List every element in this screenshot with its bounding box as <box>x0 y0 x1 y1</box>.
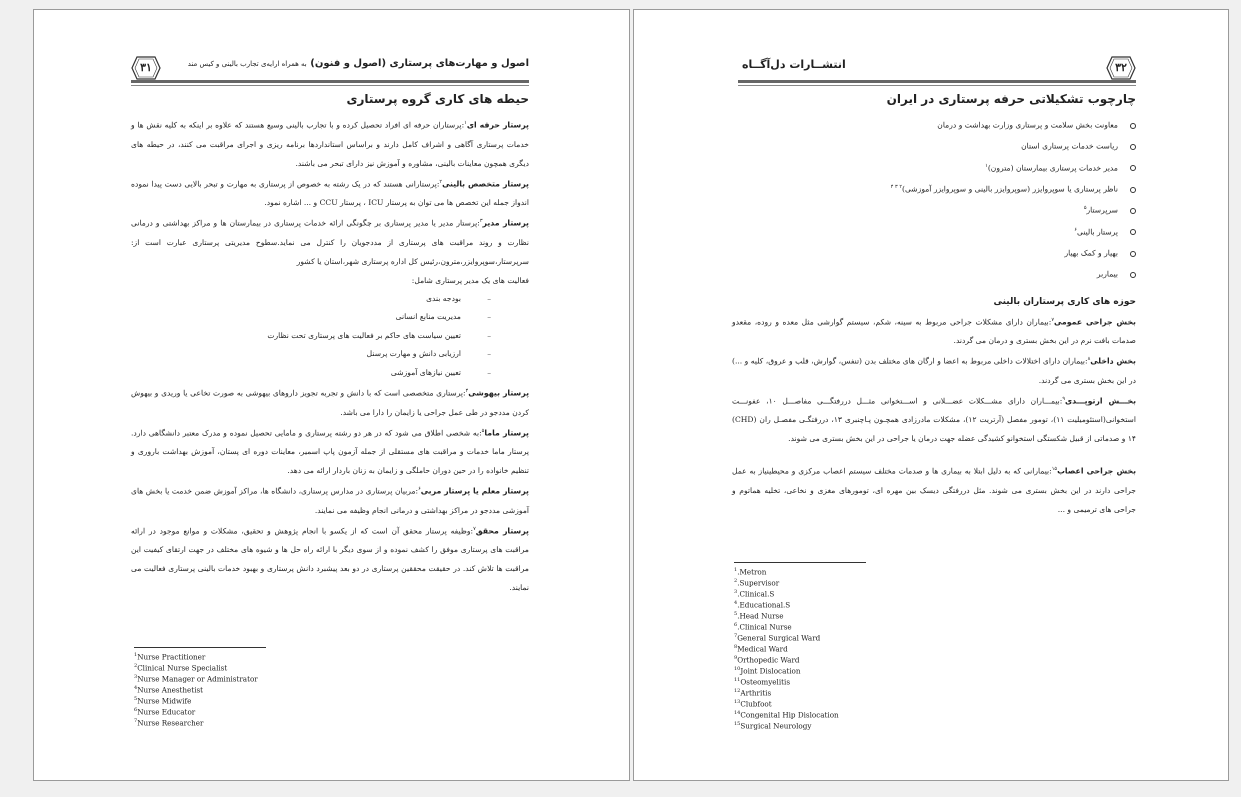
paragraph: پرستار بیهوشی$^۴$:پرستاری متخصصی است که با دانش و تجربه تجویز داروهای بیهوشی به صورت تخاعی یا وریدی و بیهوش کردن مددجو در طی عمل جراحی یا زایمان را دارا می باشد. <box>131 388 529 417</box>
paragraph: بخش جراحی اعصاب$^{۱۵}$:بیمارانی که به دلیل ابتلا به بیماری ها و صدمات مختلف سیستم اعصاب مرکزی و محیطینیاز به عمل جراحی دارند در این بخش بستری می شوند. مثل دررفتگی دیسک بین مهره ای، تومورهای مغزی و نخاعی، تخلیه هماتوم و جراحی های ترمیمی و ... <box>732 466 1137 514</box>
footnote: $^1$.Metron <box>734 567 767 577</box>
list-item: ریاست خدمات پرستاری استان <box>732 135 1136 156</box>
list-item: مدیر خدمات پرستاری بیمارستان (مترون)$^۱$ <box>732 157 1136 178</box>
term: بخش جراحی اعصاب <box>1057 466 1137 476</box>
list-item: – تعیین سیاست های حاکم بر فعالیت های پرستاری تحت نظارت <box>131 327 491 346</box>
paragraph: پرستار محقق$^۷$:وظیفه پرستار محقق آن است که از یکسو با انجام پژوهش و تحقیق، مشکلات و موانع موجود در ارائه مراقبت های پرستاری موفق را کشف نموده و از سوی دیگر با ارائه راه حل ها و شیوه های مختلف در جهت ارتقای کیفیت این مراقبت ها تلاش کند. در حقیقت محققین پرستاری در دو بعد پیشبرد دانش پرستاری و بهبود خدمات بالینی پرستاری فعالیت می نمایند. <box>131 525 529 593</box>
page-number: ۳۱ <box>140 61 152 74</box>
paragraph: پرستار ماما$^۵$:به شخصی اطلاق می شود که در هر دو رشته پرستاری و مامایی تحصیل نموده و مدرک معتبر دانشگاهی دارد. پرستار ماما خدمات و مراقبت های مستقلی از جمله آزمون پاپ اسمیر، معاینات دوره ای پستان، آموزش بهداشت باروری و تنظیم خانواده را در حین دوران حاملگی و زایمان به زنان باردار ارائه می دهد. <box>131 427 529 476</box>
paragraph: بخش داخلی$^۸$:بیماران دارای اختلالات داخلی مربوط به اعضا و ارگان های مختلف بدن (تنفس، گوارش، قلب و عروق، کلیه و ...) در این بخش بستری می گردند. <box>732 356 1136 385</box>
page-number-badge <box>131 56 161 80</box>
footnote: $^6$.Clinical Nurse <box>734 621 792 632</box>
footnote-ref[interactable]: ۵ <box>481 427 485 434</box>
header-rule-thin <box>738 85 1136 86</box>
list-item: – ارزیابی دانش و مهارت پرسنل <box>131 345 491 364</box>
term: پرستار حرفه ای <box>466 120 529 130</box>
footnote: $^6$Nurse Educator <box>134 706 196 717</box>
activities-intro: فعالیت های یک مدیر پرستاری شامل: <box>411 275 529 285</box>
footnote-ref[interactable]: ۷ <box>473 525 476 532</box>
term: پرستار معلم یا پرستار مربی <box>420 486 529 496</box>
publisher-name: انتشــارات دل‌آگــاه <box>742 58 846 71</box>
footnote: $^8$Medical Ward <box>734 643 788 654</box>
running-header <box>188 58 529 69</box>
list-item: ناظر پرستاری یا سوپروایزر (سوپروایزر بالینی و سوپروایزر آموزشی)$^{۲ ۳ ۴}$ <box>732 178 1136 199</box>
footnote-ref[interactable]: ۳ <box>479 218 483 225</box>
footnote: $^3$.Clinical.S <box>734 588 775 599</box>
list-item: بهیار و کمک بهیار <box>732 242 1136 263</box>
footnote: $^2$Clinical Nurse Specialist <box>134 662 228 673</box>
paragraph: پرستار مدیر$^۳$:پرستار مدیر یا مدیر پرستاری بر چگونگی ارائه خدمات پرستاری در بیمارستان ها و مراکز بهداشتی و درمانی نظارت و روند مراقبت های پرستاری از مددجویان را کنترل می نماید.سطوح مدیریتی پرستاری عبارت است از: سرپرستار،سوپروایزر،مترون،رئیس کل اداره پرستاری شهر،استان یا کشور <box>131 218 529 266</box>
footnote: $^5$Nurse Midwife <box>134 695 192 706</box>
page-body <box>131 92 529 597</box>
footnote: $^{11}$Osteomyelitis <box>734 676 791 687</box>
page-number-badge <box>1106 56 1136 80</box>
footnote-ref[interactable]: ۱ <box>464 120 467 126</box>
footnote-ref[interactable]: ۷ <box>1051 316 1055 323</box>
page-number: ۳۲ <box>1115 61 1127 74</box>
list-item: معاونت بخش سلامت و پرستاری وزارت بهداشت و درمان <box>732 114 1136 135</box>
footnote-ref[interactable]: ۱۵ <box>1051 466 1058 473</box>
term: بخـــش ارتوپـــدی <box>1065 396 1137 406</box>
paragraph: پرستار حرفه ای$^۱$:پرستاران حرفه ای افراد تحصیل کرده و با تجارب بالینی وسیع هستند که علاوه بر اینکه به کلیه نقش ها و خدمات پرستاری آگاهی و اشراف کامل دارند و براساس استانداردها برنامه ریزی و اجرای مراقبت می کنند، در حیطه های دیگری همچون معاینات بالینی، مشاوره و آموزش نیز دارای تبحر می باشند. <box>131 120 529 168</box>
footnote: $^5$.Head Nurse <box>734 610 784 621</box>
list-item: پرستار بالینی$^۶$ <box>732 221 1136 242</box>
footnote-ref[interactable]: ۲ <box>439 178 443 185</box>
footnote: $^1$Nurse Practitioner <box>134 652 206 662</box>
footnote: $^2$.Supervisor <box>734 577 780 588</box>
footnote: $^{12}$Arthritis <box>734 687 772 698</box>
footnote: $^3$Nurse Manager or Administrator <box>134 673 258 684</box>
list-item: بیماربر <box>732 263 1136 284</box>
page-header <box>131 56 529 86</box>
footnote-ref[interactable]: ۸ <box>1087 356 1091 363</box>
term: پرستار ماما <box>484 428 529 438</box>
footnote: $^{10}$Joint Dislocation <box>734 665 801 676</box>
term: پرستار مدیر <box>482 218 529 228</box>
footnotes <box>134 647 266 728</box>
footnote: $^7$Nurse Researcher <box>134 717 204 728</box>
section-title: چارچوب تشکیلاتی حرفه پرستاری در ایران <box>886 92 1136 106</box>
list-item: – مدیریت منابع انسانی <box>131 308 491 327</box>
book-page-left <box>33 9 630 781</box>
footnote-ref[interactable]: ۶ <box>418 486 421 493</box>
section-title: حیطه های کاری گروه پرستاری <box>346 92 529 106</box>
footnote: $^7$General Surgical Ward <box>734 632 821 643</box>
term: بخش جراحی عمومی <box>1054 317 1136 327</box>
term: پرستار بیهوشی <box>468 388 529 398</box>
footnotes <box>734 562 866 731</box>
page-body <box>732 92 1136 519</box>
paragraph: بخـــش ارتوپـــدی$^۹$:بیمـــاران دارای مشـــکلات عضـــلانی و اســـتخوانی مثـــل دررفتگـــی مفاصـــل ۱۰، عفونـــت استخوانی(استئومیلیت ۱۱)، تومور مفصل (آرتریت ۱۲)، مشکلات مادرزادی همچـون پـاچنبری ۱۳، دررفتگـی مفصـل ران (CHD) ۱۴ و صدماتی از قبیل شکستگی استخوانو کشیدگی عضله جهت درمان یا جراحی در این بخش بستری می شوند. <box>732 395 1137 444</box>
footnote: $^{13}$Clubfoot <box>734 698 772 709</box>
footnote: $^{15}$Surgical Neurology <box>734 720 812 731</box>
header-title: اصول و مهارت‌های پرستاری (اصول و فنون) <box>310 58 529 69</box>
term: پرستار محقق <box>475 526 529 536</box>
term: بخش داخلی <box>1090 356 1136 366</box>
term: پرستار متخصص بالینی <box>442 179 529 189</box>
footnote: $^9$Orthopedic Ward <box>734 654 800 665</box>
footnote: $^{14}$Congenital Hip Dislocation <box>734 709 839 720</box>
header-rule <box>131 80 529 83</box>
footnote: $^4$Nurse Anesthetist <box>134 684 204 695</box>
header-rule-thin <box>131 85 529 86</box>
book-page-right <box>633 9 1229 781</box>
footnote-ref[interactable]: ۹ <box>1062 395 1066 402</box>
footnote-rule <box>134 647 266 648</box>
header-rule <box>738 80 1136 83</box>
list-item: – تعیین نیازهای آموزشی <box>131 364 491 383</box>
list-item: سرپرستار$^۵$ <box>732 199 1136 220</box>
footnote-rule <box>734 562 866 563</box>
org-structure-list <box>732 114 1136 285</box>
subsection-title: حوزه های کاری پرستاران بالینی <box>993 296 1136 307</box>
footnote: $^4$.Educational.S <box>734 599 791 610</box>
footnote-ref[interactable]: ۴ <box>465 388 469 395</box>
page-header <box>738 56 1136 86</box>
paragraph: پرستار معلم یا پرستار مربی$^۶$:مربیان پرستاری در مدارس پرستاری، دانشگاه ها، مراکز آموزش ضمن خدمت یا بخش های آموزشی مددجو در مراکز بهداشتی و درمانی انجام وظیفه می نمایند. <box>131 486 529 515</box>
list-item: – بودجه بندی <box>131 290 491 309</box>
paragraph: بخش جراحی عمومی$^۷$:بیماران دارای مشکلات جراحی مربوط به سینه، شکم، سیستم گوارشی مثل معده و روده، مقعدو صدمات بافت نرم در این بخش بستری و درمان می گردند. <box>732 316 1136 346</box>
activities-list <box>131 290 529 383</box>
header-subtitle: به همراه ارایه‌ی تجارب بالینی و کیس مند <box>187 60 307 68</box>
paragraph: پرستار متخصص بالینی$^۲$:پرستارانی هستند که در یک رشته به خصوص از پرستاری به مهارت و تبحر بالایی دست پیدا نموده اندواز جمله این تخصص ها می توان به پرستار ICU ، پرستار CCU و ... اشاره نمود. <box>131 178 529 208</box>
